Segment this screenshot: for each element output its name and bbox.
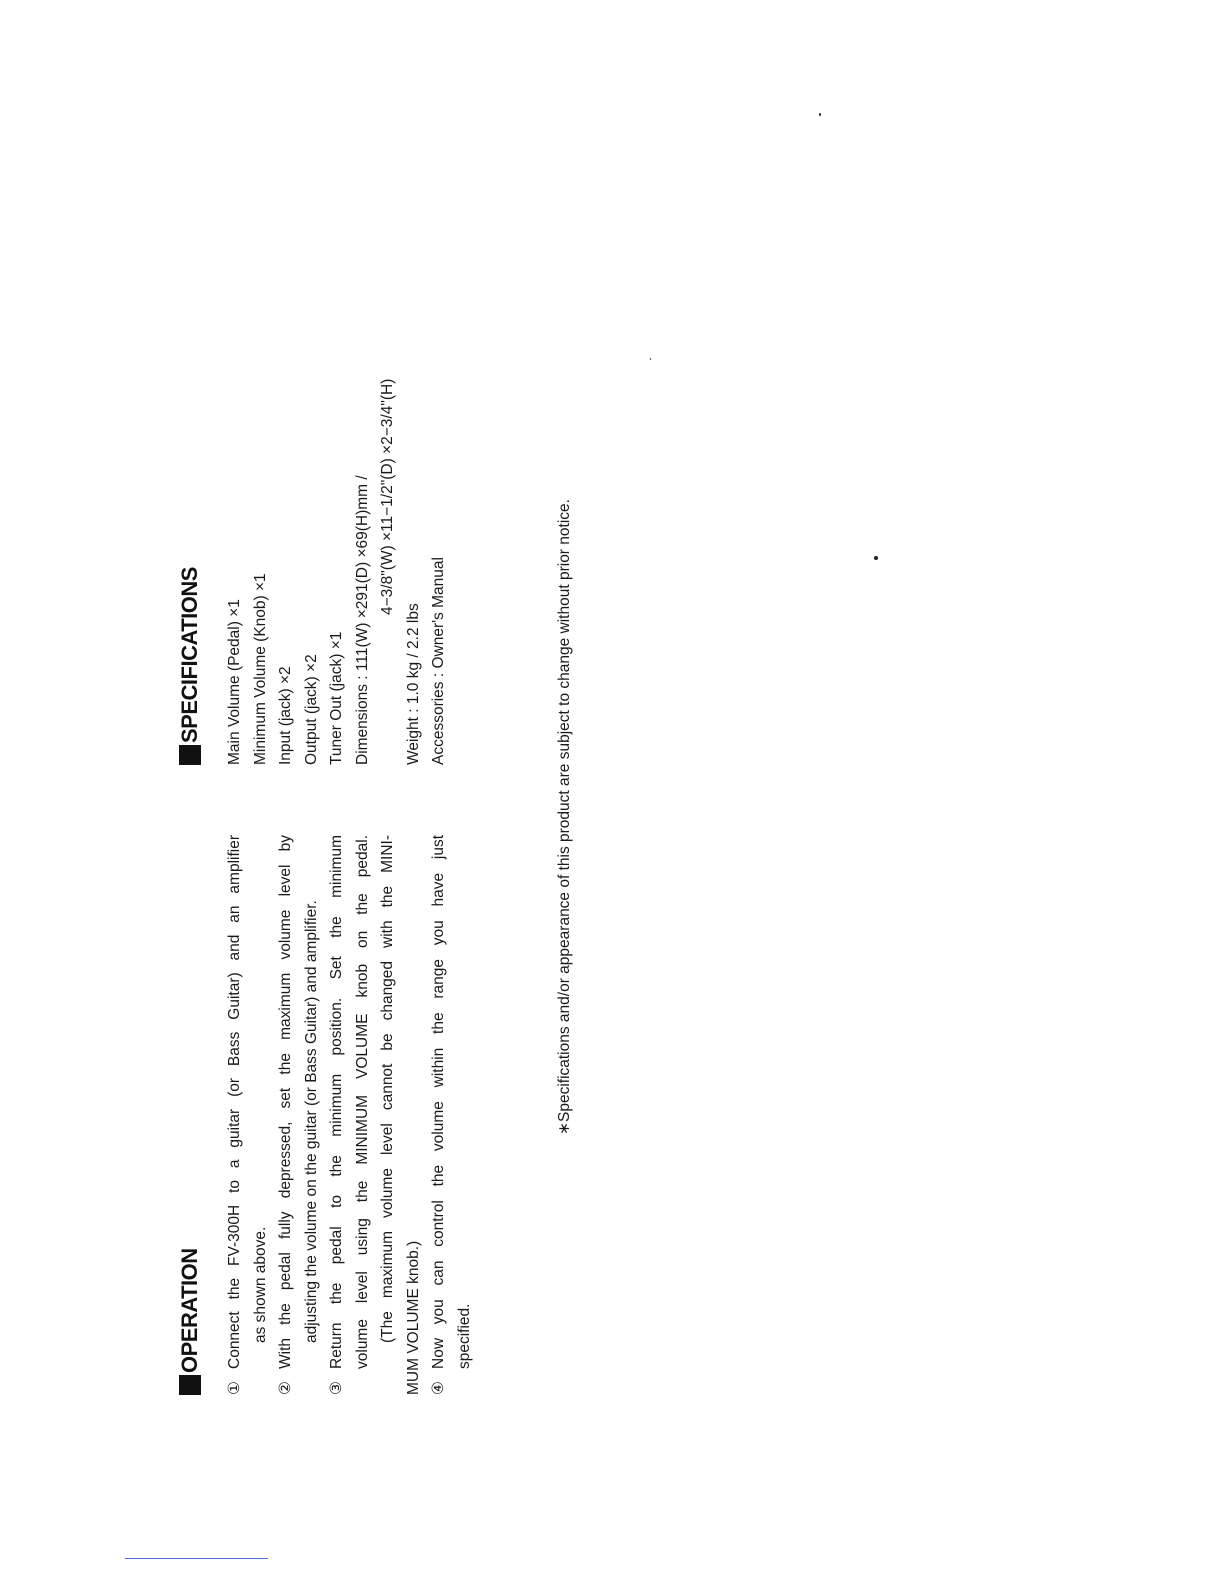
spec-tuner-out: Tuner Out (jack) ×1: [328, 631, 345, 765]
spec-output: Output (jack) ×2: [302, 654, 320, 765]
operation-step-4: [426, 835, 477, 1395]
spec-main-volume: Main Volume (Pedal) ×1: [226, 599, 243, 765]
operation-step-2: [273, 835, 324, 1395]
step-text-line: as shown above.: [251, 1226, 269, 1343]
spec-input: Input (jack) ×2: [277, 666, 294, 765]
specifications-section: [170, 165, 452, 765]
step-text-line: Now you can control the volume within the range you have just: [430, 835, 447, 1369]
step-number: ③: [328, 1381, 345, 1395]
step-text-line: adjusting the volume on the guitar (or Bass Guitar) and amplifier.: [302, 900, 320, 1343]
step-text-line: Return the pedal to the minimum position. Set the minimum: [328, 835, 345, 1369]
scan-speck: [819, 113, 821, 116]
spec-accessories: Accessories : Owner's Manual: [430, 557, 447, 765]
spec-dimensions-imperial: 4−3/8"(W) ×11−1/2"(D) ×2−3/4"(H): [379, 378, 396, 615]
step-text-line: With the pedal fully depressed, set the maximum volume level by: [277, 835, 294, 1369]
step-number: ④: [430, 1381, 447, 1395]
step-number: ②: [277, 1381, 294, 1395]
scan-speck: [874, 556, 878, 560]
specification-footnote: ∗Specifications and/or appearance of this product are subject to change without prior notice.: [556, 499, 573, 1135]
step-text-line: (The maximum volume level cannot be changed with the MINI-: [379, 835, 396, 1343]
operation-steps: [222, 835, 477, 1395]
step-text-line: volume level using the MINIMUM VOLUME knob on the pedal.: [353, 835, 371, 1369]
black-square-icon: [179, 1375, 201, 1395]
bottom-divider: [125, 1558, 268, 1559]
operation-section: [170, 835, 477, 1395]
operation-step-3: [324, 835, 426, 1395]
spec-dimensions-metric: Dimensions : 111(W) ×291(D) ×69(H)mm /: [353, 475, 371, 765]
operation-title: OPERATION: [177, 1248, 202, 1373]
black-square-icon: [179, 745, 201, 765]
specifications-list: [222, 165, 452, 765]
operation-step-1: [222, 835, 273, 1395]
specifications-heading: [170, 165, 210, 765]
operation-heading: [170, 835, 210, 1395]
step-text-line: Connect the FV-300H to a guitar (or Bass Guitar) and an amplifier: [226, 835, 243, 1369]
spec-minimum-volume: Minimum Volume (Knob) ×1: [251, 573, 269, 765]
step-text-line: specified.: [455, 1303, 473, 1369]
specifications-title: SPECIFICATIONS: [177, 567, 202, 743]
spec-weight: Weight : 1.0 kg / 2.2 lbs: [404, 603, 422, 765]
step-text-line: MUM VOLUME knob.): [404, 1240, 422, 1395]
rotated-page-content: [170, 165, 610, 1395]
scan-speck: [650, 358, 651, 360]
step-number: ①: [226, 1381, 243, 1395]
